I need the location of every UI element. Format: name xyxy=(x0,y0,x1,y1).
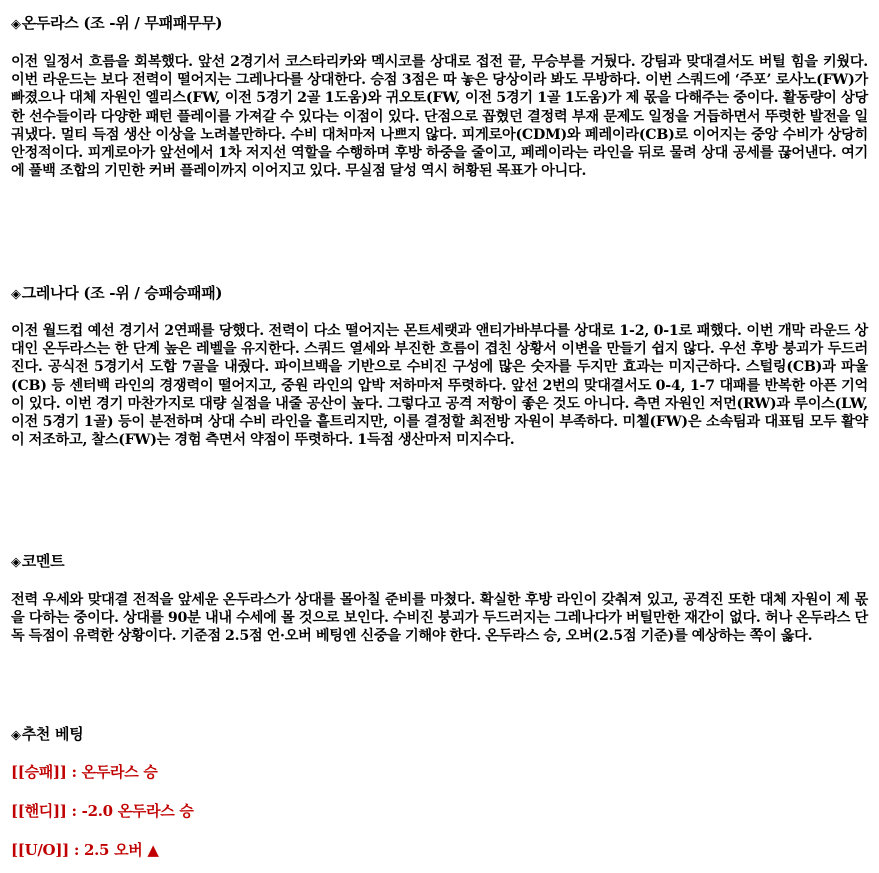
heading-text: 추천 베팅 xyxy=(21,725,84,743)
heading-text: 온두라스 (조 -위 / 무패패무무) xyxy=(21,14,223,32)
pick-over-under: [[U/O]] : 2.5 오버 ▲ xyxy=(11,841,159,859)
heading-text: 그레나다 (조 -위 / 승패승패패) xyxy=(21,284,223,302)
section-heading-comment xyxy=(11,552,64,572)
paragraph-comment: 전력 우세와 맞대결 전적을 앞세운 온두라스가 상대를 몰아칠 준비를 마쳤다. 확실한 후방 라인이 갖춰져 있고, 공격진 또한 대체 자원이 제 몫을 다하는 중이다. 상대를 90분 내내 수세에 몰 것으로 보인다. 수비진 붕괴가 두드러지는 그레나다가 버틸만한 재간이 없다. 허나 온두라스 단독 득점이 유력한 상황이다. 기준점 2.5점 언·오버 베팅엔 신중을 기해야 한다. 온두라스 승, 오버(2.5점 기준)를 예상하는 쪽이 옳다. xyxy=(11,592,868,645)
heading-text: 코멘트 xyxy=(21,552,65,570)
diamond-bullet-icon: ◈ xyxy=(11,17,21,32)
section-heading-recommend xyxy=(11,725,83,745)
pick-handicap: [[핸디]] : -2.0 온두라스 승 xyxy=(11,802,194,820)
diamond-bullet-icon: ◈ xyxy=(11,287,21,302)
diamond-bullet-icon: ◈ xyxy=(11,728,21,743)
pick-win-loss: [[승패]] : 온두라스 승 xyxy=(11,763,158,781)
section-heading-grenada xyxy=(11,284,222,304)
paragraph-honduras: 이전 일정서 흐름을 회복했다. 앞선 2경기서 코스타리카와 멕시코를 상대로 접전 끝, 무승부를 거뒀다. 강팀과 맞대결서도 버틸 힘을 키웠다. 이번 라운드는 보다 전력이 떨어지는 그레나다를 상대한다. 승점 3점은 따 놓은 당상이라 봐도 무방하다. 이번 스쿼드에 ‘주포’ 로사노(FW)가 빠졌으나 대체 자원인 엘리스(FW, 이전 5경기 2골 1도움)와 귀오토(FW, 이전 5경기 1골 1도움)가 제 몫을 다해주는 중이다. 활동량이 상당한 선수들이라 다양한 패턴 플레이를 가져갈 수 있다는 이점이 있다. 단점으로 꼽혔던 결정력 부재 문제도 일정을 거듭하면서 뚜렷한 발전을 일궈냈다. 멀티 득점 생산 이상을 노려볼만하다. 수비 대처마저 나쁘지 않다. 피게로아(CDM)와 페레이라(CB)로 이어지는 중앙 수비가 상당히 안정적이다. 피게로아가 앞선에서 1차 저지선 역할을 수행하며 후방 하중을 줄이고, 페레이라는 라인을 뒤로 물려 상대 공세를 끊어낸다. 여기에 풀백 조합의 기민한 커버 플레이까지 이어지고 있다. 무실점 달성 역시 허황된 목표가 아니다. xyxy=(11,54,868,180)
paragraph-grenada: 이전 월드컵 예선 경기서 2연패를 당했다. 전력이 다소 떨어지는 몬트세랫과 앤티가바부다를 상대로 1-2, 0-1로 패했다. 이번 개막 라운드 상대인 온두라스는 한 단계 높은 레벨을 유지한다. 스쿼드 열세와 부진한 흐름이 겹친 상황서 이변을 만들기 쉽지 않다. 우선 후방 붕괴가 두드러진다. 공식전 5경기서 도합 7골을 내줬다. 파이브백을 기반으로 수비진 구성에 많은 숫자를 두지만 효과는 미지근하다. 스털링(CB)과 파울(CB) 등 센터백 라인의 경쟁력이 떨어지고, 중원 라인의 압박 저하마저 뚜렷하다. 앞선 2번의 맞대결서도 0-4, 1-7 대패를 반복한 아픈 기억이 있다. 이번 경기 마찬가지로 대량 실점을 내줄 공산이 높다. 그렇다고 공격 저항이 좋은 것도 아니다. 측면 자원인 저먼(RW)과 루이스(LW, 이전 5경기 1골) 등이 분전하며 상대 수비 라인을 흩트리지만, 이를 결정할 최전방 자원이 부족하다. 미첼(FW)은 소속팀과 대표팀 모두 활약이 저조하고, 찰스(FW)는 경험 측면서 약점이 뚜렷하다. 1득점 생산마저 미지수다. xyxy=(11,323,868,449)
diamond-bullet-icon: ◈ xyxy=(11,555,21,570)
section-heading-honduras xyxy=(11,14,222,34)
